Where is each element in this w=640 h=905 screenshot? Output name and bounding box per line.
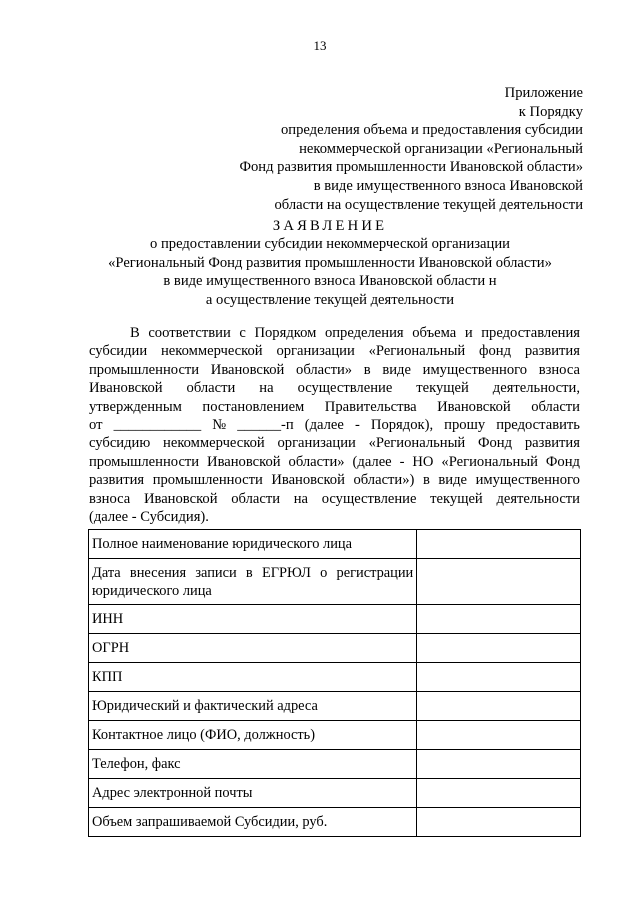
table-row [89, 692, 581, 721]
table-row [89, 750, 581, 779]
body-word: области [231, 490, 281, 507]
table-row [89, 559, 581, 605]
body-word: осуществление [321, 490, 417, 507]
body-line [89, 416, 580, 434]
body-word: и [464, 325, 473, 341]
body-word: (далее [304, 417, 344, 434]
body-word: развития [524, 343, 580, 360]
body-word: субсидии [89, 343, 148, 360]
body-word: взноса [538, 361, 580, 378]
body-word: предоставления [481, 325, 580, 341]
field-label: Дата внесения записи в ЕГРЮЛ о регистрации юридического лица [89, 559, 417, 605]
appendix-line: к Порядку [518, 103, 583, 120]
field-label: Полное наименование юридического лица [89, 530, 417, 559]
body-word: в [422, 472, 430, 489]
body-word: промышленности [89, 453, 200, 470]
body-word: Ивановской [89, 380, 163, 397]
title-line: «Региональный Фонд развития промышленности Ивановской области» [108, 254, 552, 271]
body-word: Ивановской [143, 490, 218, 507]
body-word: осуществление [297, 380, 393, 397]
body-word: соответствии [148, 325, 231, 341]
page-number: 13 [313, 38, 327, 53]
body-word: - [354, 417, 360, 434]
body-word: организации [276, 343, 355, 360]
table-row [89, 634, 581, 663]
field-value-cell[interactable] [417, 779, 581, 808]
body-word: определения [324, 325, 404, 341]
body-word: Фонд [545, 453, 580, 470]
field-label: Юридический и фактический адреса [89, 692, 417, 721]
body-line [89, 471, 580, 489]
table-row [89, 663, 581, 692]
body-word: субсидию [89, 435, 151, 452]
table-row [89, 530, 581, 559]
body-word: области [186, 380, 236, 397]
field-value-cell[interactable] [417, 559, 581, 605]
body-word: ____________ [113, 417, 202, 434]
field-label: Объем запрашиваемой Субсидии, руб. [89, 808, 417, 837]
appendix-line: области на осуществление текущей деятельности [274, 196, 583, 213]
body-line [89, 324, 580, 342]
field-label: Телефон, факс [89, 750, 417, 779]
table-row [89, 605, 581, 634]
appendix-line: в виде имущественного взноса Ивановской [313, 177, 583, 194]
field-value-cell[interactable] [417, 605, 581, 634]
body-word: области [531, 398, 580, 415]
body-word: промышленности [152, 472, 263, 489]
table-row [89, 808, 581, 837]
appendix-line: Приложение [504, 85, 583, 101]
body-line [89, 490, 580, 508]
body-word: на [259, 380, 274, 397]
field-value-cell[interactable] [417, 663, 581, 692]
body-word: области» [296, 361, 353, 378]
body-word: (далее [352, 453, 392, 470]
body-line: (далее - Субсидия). [89, 509, 209, 526]
body-word: «Региональный [368, 343, 466, 360]
appendix-header [163, 84, 583, 214]
body-line [89, 398, 580, 416]
body-word: виде [382, 361, 411, 378]
body-word: объема [412, 325, 457, 341]
field-value-cell[interactable] [417, 530, 581, 559]
body-word: НО [412, 453, 434, 470]
body-word: «Региональный [368, 435, 466, 452]
body-word: развития [524, 435, 580, 452]
body-word: деятельности [496, 490, 580, 507]
body-word: виде [438, 472, 468, 489]
body-word: текущей [430, 490, 483, 507]
body-word: взноса [89, 490, 131, 507]
field-value-cell[interactable] [417, 750, 581, 779]
body-word: - [399, 453, 405, 470]
body-word: имущественного [475, 472, 580, 489]
body-word: на [293, 490, 309, 507]
body-word: Ивановской [437, 398, 511, 415]
field-value-cell[interactable] [417, 692, 581, 721]
body-line [89, 342, 580, 360]
body-word: области» [288, 453, 345, 470]
application-form-table [88, 529, 581, 837]
field-label: Контактное лицо (ФИО, должность) [89, 721, 417, 750]
body-word: постановлением [202, 398, 305, 415]
body-word: В [130, 325, 140, 341]
body-word: промышленности [89, 361, 200, 378]
body-word: предоставить [496, 417, 580, 434]
body-word: деятельности, [492, 380, 580, 397]
body-word: Порядком [254, 325, 317, 341]
body-word: имущественного [422, 361, 528, 378]
title-line: а осуществление текущей деятельности [205, 291, 455, 308]
title-line: в виде имущественного взноса Ивановской области н [163, 273, 497, 290]
body-word: Ивановской [271, 472, 345, 489]
body-word: ______-п [237, 417, 294, 434]
document-title [60, 217, 600, 309]
body-word: с [239, 325, 246, 341]
body-word: прошу [444, 417, 486, 434]
title-heading: ЗАЯВЛЕНИЕ [272, 218, 388, 234]
body-word: некоммерческой [163, 435, 265, 452]
body-word: Фонд [477, 435, 513, 452]
field-label: ОГРН [89, 634, 417, 663]
application-text [89, 324, 580, 526]
field-value-cell[interactable] [417, 808, 581, 837]
table-row [89, 721, 581, 750]
body-line [89, 434, 580, 452]
appendix-line: Фонд развития промышленности Ивановской области» [239, 159, 583, 176]
body-word: «Региональный [441, 453, 538, 470]
body-word: Ивановской [210, 361, 285, 378]
body-word: некоммерческой [160, 343, 263, 360]
body-word: фонд [479, 343, 511, 360]
body-word: Порядок), [370, 417, 434, 434]
body-word: организации [277, 435, 356, 452]
title-line: о предоставлении субсидии некоммерческой организации [150, 236, 510, 253]
body-word: текущей [416, 380, 469, 397]
body-word: Правительства [324, 398, 417, 415]
body-word: утвержденным [89, 398, 182, 415]
field-label: КПП [89, 663, 417, 692]
body-word: Ивановской [207, 453, 281, 470]
body-word: № [212, 417, 227, 434]
field-value-cell[interactable] [417, 721, 581, 750]
body-word: от [89, 417, 103, 434]
field-label: Адрес электронной почты [89, 779, 417, 808]
body-word: области») [353, 472, 415, 489]
body-line [89, 361, 580, 379]
appendix-line: определения объема и предоставления субсидии [280, 122, 583, 139]
body-word: в [363, 361, 371, 378]
body-line [89, 453, 580, 471]
body-word: развития [89, 472, 145, 489]
table-row [89, 779, 581, 808]
field-label: ИНН [89, 605, 417, 634]
field-value-cell[interactable] [417, 634, 581, 663]
appendix-line: некоммерческой организации «Региональный [299, 140, 583, 157]
body-line [89, 379, 580, 397]
